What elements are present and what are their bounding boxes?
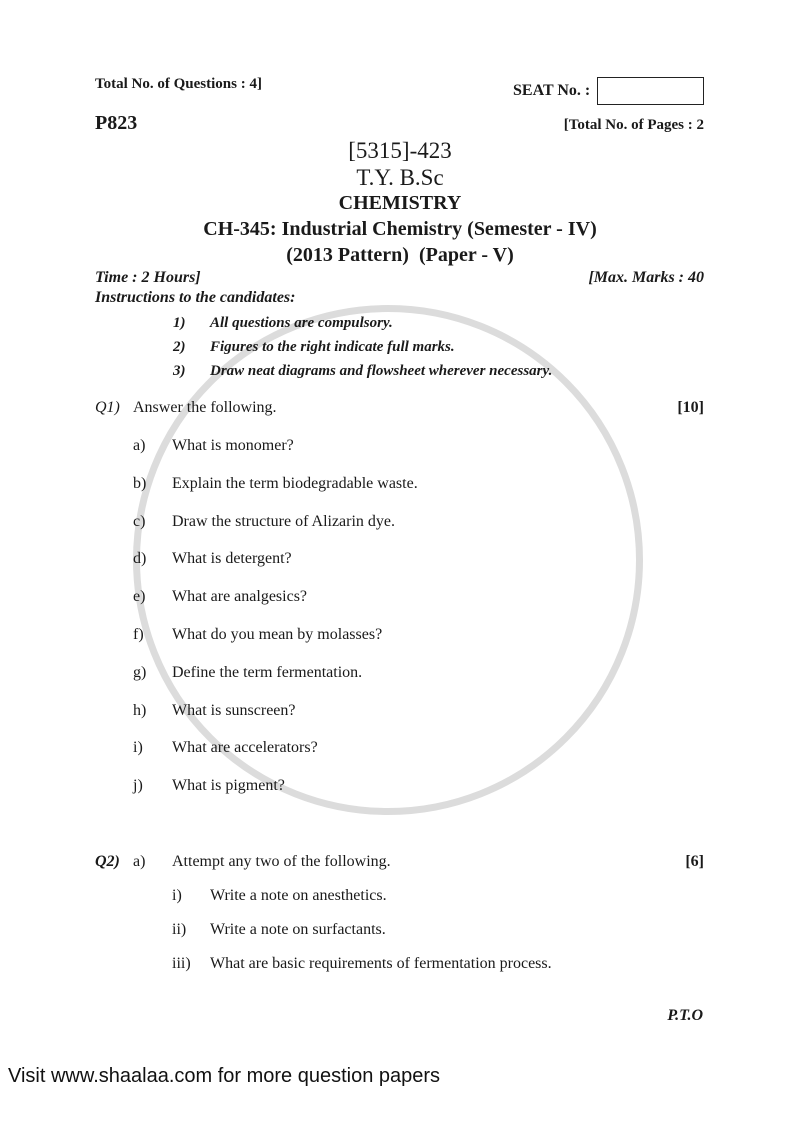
instruction-text: Figures to the right indicate full marks. <box>210 339 455 355</box>
q1-item-text: What is detergent? <box>172 550 292 568</box>
subject: CHEMISTRY <box>338 192 462 214</box>
q2-label: Q2) <box>95 853 120 870</box>
q1-item-letter: b) <box>133 474 147 492</box>
paper-code: P823 <box>95 112 138 134</box>
q1-item-text: Explain the term biodegradable waste. <box>172 474 418 492</box>
q1-item-letter: h) <box>133 701 147 719</box>
q1-item-letter: a) <box>133 437 146 454</box>
q1-item-letter: f) <box>133 626 144 643</box>
q1-label: Q1) <box>95 399 120 416</box>
seat-label: SEAT No. : <box>513 82 591 99</box>
instruction-text: Draw neat diagrams and flowsheet wherever necessary. <box>210 363 553 379</box>
q2-marks: [6] <box>685 853 704 870</box>
q1-item-text: What is pigment? <box>172 777 285 795</box>
q1-item-text: What do you mean by molasses? <box>172 626 383 643</box>
q1-item-text: Draw the structure of Alizarin dye. <box>172 512 396 530</box>
q1-item-letter: e) <box>133 588 146 606</box>
q1-item-letter: g) <box>133 663 147 681</box>
q1-item-text: What are analgesics? <box>172 588 308 606</box>
q2-sub: a) <box>133 853 146 870</box>
max-marks: [Max. Marks : 40 <box>588 269 704 286</box>
total-questions: Total No. of Questions : 4] <box>95 76 262 92</box>
footer-link[interactable]: Visit www.shaalaa.com for more question papers <box>8 1065 441 1087</box>
q2-item-text: Write a note on anesthetics. <box>210 887 387 904</box>
q1-item-text: Define the term fermentation. <box>172 663 363 681</box>
total-pages: [Total No. of Pages : 2 <box>563 117 704 133</box>
instruction-text: All questions are compulsory. <box>210 315 393 331</box>
course: T.Y. B.Sc <box>356 165 444 190</box>
q2-item-text: What are basic requirements of fermentation process. <box>210 955 552 972</box>
pto: P.T.O <box>667 1007 703 1024</box>
q2-text: Attempt any two of the following. <box>172 853 391 870</box>
q2-item-text: Write a note on surfactants. <box>210 921 386 938</box>
q1-item-letter: c) <box>133 512 146 530</box>
instruction-number: 3) <box>173 363 186 379</box>
q1-item-text: What is monomer? <box>172 437 294 454</box>
q2-item-numeral: ii) <box>172 921 187 938</box>
q1-item-letter: i) <box>133 739 143 757</box>
q1-item-letter: j) <box>133 777 143 795</box>
instruction-number: 2) <box>173 339 186 355</box>
q1-text: Answer the following. <box>133 399 277 416</box>
instruction-number: 1) <box>173 315 186 331</box>
q2-item-numeral: iii) <box>172 955 191 972</box>
q1-item-text: What are accelerators? <box>172 739 318 757</box>
paper-title: CH-345: Industrial Chemistry (Semester - IV) <box>203 218 597 240</box>
instructions-heading: Instructions to the candidates: <box>95 289 296 306</box>
time: Time : 2 Hours] <box>95 269 201 286</box>
exam-code: [5315]-423 <box>348 138 452 163</box>
pattern: (2013 Pattern) (Paper - V) <box>286 244 514 266</box>
q1-marks: [10] <box>677 399 704 416</box>
seat-number-box <box>597 77 704 105</box>
q1-item-letter: d) <box>133 550 147 568</box>
q1-item-text: What is sunscreen? <box>172 701 296 719</box>
q2-item-numeral: i) <box>172 887 182 904</box>
